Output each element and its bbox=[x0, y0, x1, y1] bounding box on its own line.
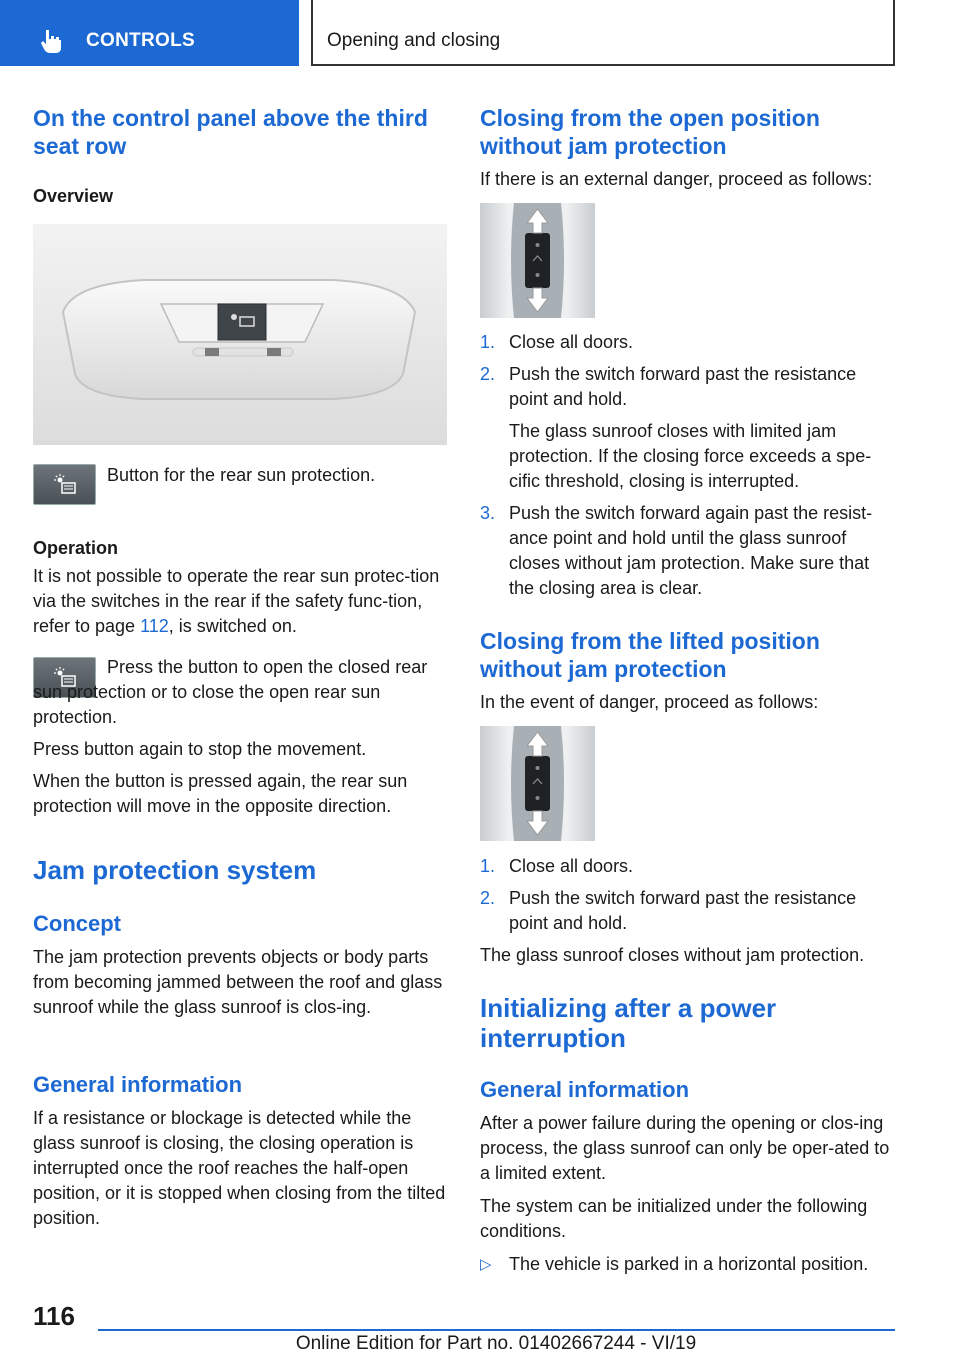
general2-paragraph-1: After a power failure during the opening or clos-ing process, the glass sunroof can only be oper-ated to a limited extent. bbox=[480, 1113, 890, 1183]
list-item bbox=[480, 501, 896, 601]
heading-operation: Operation bbox=[33, 538, 119, 558]
list-item bbox=[480, 330, 896, 355]
right-column bbox=[480, 100, 896, 1280]
rear-sun-protection-button-icon bbox=[33, 464, 96, 505]
lifted-result: The glass sunroof closes without jam protection. bbox=[480, 945, 865, 965]
step-text: Push the switch forward past the resistance point and hold. bbox=[509, 364, 857, 409]
header-title-box bbox=[311, 0, 895, 66]
step-text: Close all doors. bbox=[509, 856, 634, 876]
page-ref-link[interactable]: 112 bbox=[140, 616, 169, 636]
left-column bbox=[33, 100, 447, 1260]
control-panel-illustration bbox=[33, 224, 447, 445]
heading-general-information: General information bbox=[33, 1072, 243, 1097]
operation-paragraph bbox=[33, 564, 447, 639]
step-text: Close all doors. bbox=[509, 332, 634, 352]
lifted-steps-list bbox=[480, 854, 896, 936]
heading-concept: Concept bbox=[33, 911, 121, 936]
general-paragraph: If a resistance or blockage is detected while the glass sunroof is closing, the closing operation is interrupted once the roof reaches the half-open position, or it is stopped when closing from the tilted position. bbox=[33, 1108, 446, 1228]
heading-general-information-2: General information bbox=[480, 1077, 690, 1102]
heading-overview: Overview bbox=[33, 186, 114, 206]
section-label: CONTROLS bbox=[86, 30, 196, 51]
overview-image bbox=[33, 224, 447, 445]
edition-text: Online Edition for Part no. 01402667244 - VI/19 bbox=[295, 1333, 697, 1354]
hand-pointer-icon bbox=[38, 28, 64, 54]
list-item bbox=[480, 886, 896, 936]
open-steps-list bbox=[480, 330, 896, 601]
page-number: 116 bbox=[33, 1301, 75, 1331]
list-item bbox=[480, 362, 896, 412]
step-number: 3. bbox=[480, 503, 496, 523]
concept-paragraph: The jam protection prevents objects or body parts from becoming jammed between the roof and glass sunroof while the glass sunroof is clos-ing. bbox=[33, 947, 443, 1017]
open-intro: If there is an external danger, proceed as follows: bbox=[480, 169, 873, 189]
section-tab[interactable] bbox=[0, 0, 299, 66]
press-again-paragraph: Press button again to stop the movement. bbox=[33, 739, 367, 759]
step-number: 1. bbox=[480, 856, 496, 876]
press-paragraph: Press the button to open the closed rear sun protection or to close the open rear sun protection. bbox=[33, 657, 428, 727]
page-title: Opening and closing bbox=[327, 30, 501, 51]
sunroof-switch-image bbox=[480, 203, 595, 318]
button-caption: Button for the rear sun protection. bbox=[107, 465, 376, 485]
sunroof-switch-image-2 bbox=[480, 726, 595, 841]
bullet-triangle-icon: ▷ bbox=[480, 1256, 492, 1273]
operation-text-a: It is not possible to operate the rear sun protec-tion via the switches in the rear if the safety func-tion, refer to page bbox=[33, 566, 440, 636]
step-text: Push the switch forward again past the resist-ance point and hold until the glass sunroof closes without jam protection. Make sure that the closing area is clear. bbox=[509, 503, 873, 598]
step-number: 2. bbox=[480, 364, 496, 384]
heading-open-position: Closing from the open position without jam protection bbox=[480, 105, 820, 159]
step-text: Push the switch forward past the resistance point and hold. bbox=[509, 888, 857, 933]
list-item-sub bbox=[480, 419, 896, 494]
heading-lifted-position: Closing from the lifted position without jam protection bbox=[480, 628, 820, 682]
opposite-paragraph: When the button is pressed again, the rear sun protection will move in the opposite direction. bbox=[33, 771, 408, 816]
footer-divider bbox=[98, 1329, 895, 1331]
heading-control-panel: On the control panel above the third seat row bbox=[33, 105, 428, 159]
general2-paragraph-2: The system can be initialized under the following conditions. bbox=[480, 1196, 868, 1241]
bullet-item bbox=[480, 1252, 896, 1277]
operation-text-b: , is switched on. bbox=[168, 616, 297, 636]
list-item bbox=[480, 854, 896, 879]
lifted-intro: In the event of danger, proceed as follows: bbox=[480, 692, 819, 712]
step-subtext: The glass sunroof closes with limited jam protection. If the closing force exceeds a spe-cific threshold, closing is interrupted. bbox=[509, 421, 872, 491]
heading-jam-protection: Jam protection system bbox=[33, 855, 317, 885]
step-number: 2. bbox=[480, 888, 496, 908]
bullet-text: The vehicle is parked in a horizontal position. bbox=[509, 1254, 869, 1274]
step-number: 1. bbox=[480, 332, 496, 352]
heading-initializing: Initializing after a power interruption bbox=[480, 993, 777, 1053]
